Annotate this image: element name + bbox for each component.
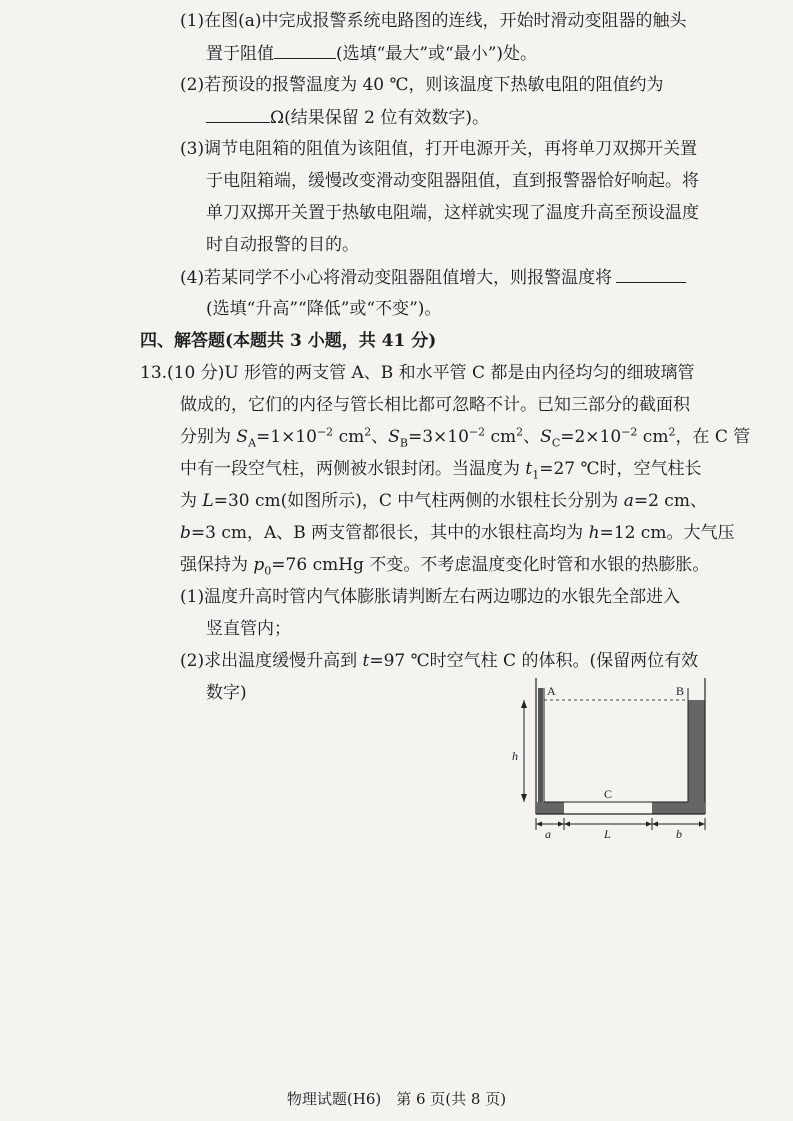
q13-sub1-line2: 竖直管内； xyxy=(206,619,291,639)
q13-line2: 做成的，它们的内径与管长相比都可忽略不计。已知三部分的截面积 xyxy=(180,395,690,415)
q12-part3-line4: 时自动报警的目的。 xyxy=(206,235,359,255)
section-heading: 四、解答题(本题共 3 小题，共 41 分) xyxy=(140,331,437,351)
answer-blank xyxy=(206,106,270,123)
label-b: B xyxy=(676,684,685,698)
b-arrow-left xyxy=(652,822,658,827)
l-arrow-right xyxy=(646,822,652,827)
b-arrow-right xyxy=(699,822,705,827)
q12-part2-line2: Ω(结果保留 2 位有效数字)。 xyxy=(206,106,489,129)
q13-sub2-line2: 数字) xyxy=(206,683,247,703)
tube-b-mercury xyxy=(688,700,705,814)
h-arrow-top xyxy=(521,700,527,708)
q12-part1-line1: (1)在图(a)中完成报警系统电路图的连线，开始时滑动变阻器的触头 xyxy=(180,11,687,31)
label-b-length: b xyxy=(676,827,682,841)
q12-part3-line1: (3)调节电阻箱的阻值为该阻值，打开电源开关，再将单刀双掷开关置 xyxy=(180,139,698,159)
a-arrow-right xyxy=(558,822,564,827)
a-arrow-left xyxy=(536,822,542,827)
h-arrow-bottom xyxy=(521,794,527,802)
answer-blank xyxy=(274,42,336,59)
page-footer: 物理试题(H6) 第 6 页(共 8 页) xyxy=(286,1090,507,1108)
label-l-length: L xyxy=(604,827,611,841)
l-arrow-left xyxy=(564,822,570,827)
label-a-length: a xyxy=(545,827,551,841)
q12-part2-line1: (2)若预设的报警温度为 40 ℃，则该温度下热敏电阻的阻值约为 xyxy=(180,75,664,95)
q13-sub2-line1: (2)求出温度缓慢升高到 t=97 ℃时空气柱 C 的体积。(保留两位有效 xyxy=(180,651,699,671)
q12-part4-line1: (4)若某同学不小心将滑动变阻器阻值增大，则报警温度将 xyxy=(180,266,686,289)
answer-blank xyxy=(616,266,686,283)
q13-line7: 强保持为 $p_0=76$ cmHg 不变。不考虑温度变化时管和水银的热膨胀。 xyxy=(180,555,710,578)
mercury-column-b xyxy=(652,802,705,814)
u-tube-diagram xyxy=(500,672,715,842)
q12-part3-line2: 于电阻箱端，缓慢改变滑动变阻器阻值，直到报警器恰好响起。将 xyxy=(206,171,699,191)
q13-line1: 13.(10 分)U 形管的两支管 A、B 和水平管 C 都是由内径均匀的细玻璃管 xyxy=(140,363,695,383)
q13-line5: 为 L=30 cm(如图所示)，C 中气柱两侧的水银柱长分别为 a=2 cm、 xyxy=(180,491,707,511)
q13-line4: 中有一段空气柱，两侧被水银封闭。当温度为 $t_1=27$ ℃时，空气柱长 xyxy=(180,459,702,482)
label-h: h xyxy=(512,749,518,763)
mercury-column-a xyxy=(536,802,564,814)
label-c: C xyxy=(604,787,613,801)
q12-part1-line2: 置于阻值 (选填“最大”或“最小”)处。 xyxy=(206,44,538,64)
q13-sub1-line1: (1)温度升高时管内气体膨胀请判断左右两边哪边的水银先全部进入 xyxy=(180,587,681,607)
q12-part3-line3: 单刀双掷开关置于热敏电阻端，这样就实现了温度升高至预设温度 xyxy=(206,203,699,223)
q13-line6: b=3 cm，A、B 两支管都很长，其中的水银柱高均为 h=12 cm。大气压 xyxy=(180,523,735,543)
tube-a-mercury xyxy=(538,688,543,812)
label-a: A xyxy=(547,684,556,698)
q13-line3: 分别为 $S_A=1\times 10^{-2}$ $cm^2$、$S_B=3\times 10^{-2}$ $cm^2$、$S_C=2\times 10^{-2}$ $cm^2$，在 C 管 xyxy=(180,425,751,450)
q12-part4-line2: (选填“升高”“降低”或“不变”)。 xyxy=(206,299,442,319)
